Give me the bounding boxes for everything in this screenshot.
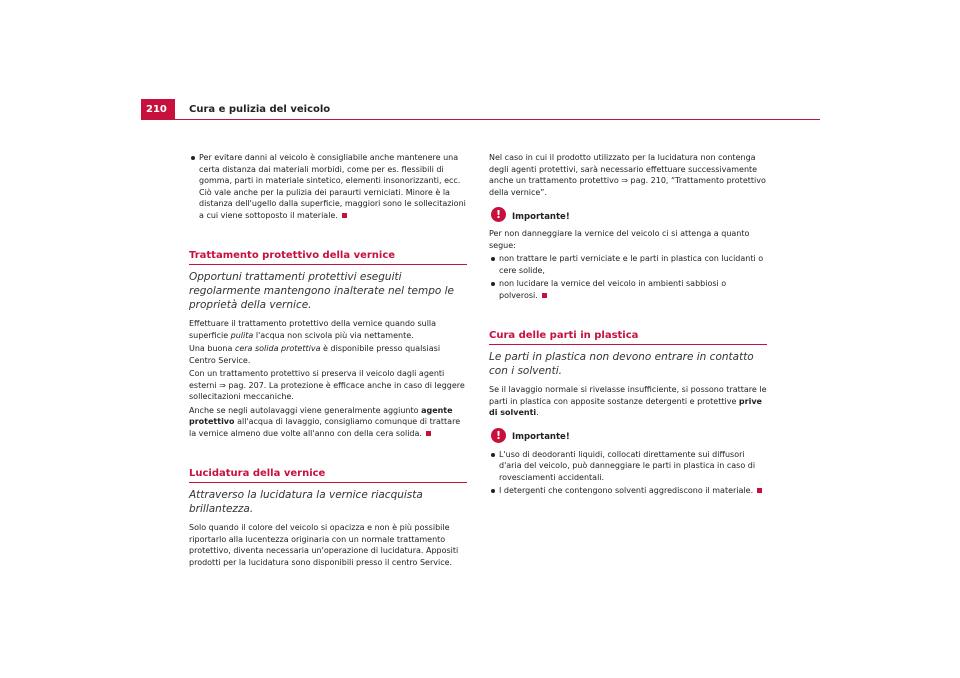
paragraph: Nel caso in cui il prodotto utilizzato per la lucidatura non contenga degli agenti protettivi, sarà necessario effettuare successivamente anche un trattamento protettivo ⇒ pag. 210, “Trattamento protettivo della vernice”. (489, 153, 766, 197)
section-intro: Opportuni trattamenti protettivi eseguiti regolarmente mantengono inalterate nel tempo le proprietà della vernice. (189, 271, 454, 311)
list-item: non lucidare la vernice del veicolo in ambienti sabbiosi o polverosi. (489, 278, 767, 301)
end-of-section-marker (757, 488, 762, 493)
section-intro: Le parti in plastica non devono entrare in contatto con i solventi. (489, 351, 754, 377)
exclamation-icon: ! (491, 428, 506, 443)
list-item: I detergenti che contengono solventi aggrediscono il materiale. (489, 485, 767, 497)
warning-notice (489, 428, 767, 446)
right-column (489, 152, 767, 499)
section-intro: Attraverso la lucidatura la vernice riacquista brillantezza. (189, 489, 423, 515)
paragraph: Effettuare il trattamento protettivo della vernice quando sulla superficie pulita l'acqua non scivola più via nettamente. (189, 319, 437, 340)
exclamation-icon: ! (491, 207, 506, 222)
paragraph: Una buona cera solida protettiva è disponibile presso qualsiasi Centro Service. (189, 344, 441, 365)
header-rule (175, 119, 820, 120)
end-of-section-marker (542, 293, 547, 298)
paragraph: Per non danneggiare la vernice del veicolo ci si attenga a quanto segue: (489, 229, 750, 250)
end-of-section-marker (426, 431, 431, 436)
paragraph: Anche se negli autolavaggi viene generalmente aggiunto agente protettivo all'acqua di lavaggio, consigliamo comunque di trattare la vernice almeno due volte all'anno con della cera solida. (189, 405, 461, 438)
left-column (189, 152, 467, 570)
section-heading-paint-protection: Trattamento protettivo della vernice (189, 249, 467, 265)
section-heading-plastic-parts: Cura delle parti in plastica (489, 329, 767, 345)
warning-label: Importante! (512, 211, 570, 222)
paragraph: Con un trattamento protettivo si preserva il veicolo dagli agenti esterni ⇒ pag. 207. La protezione è efficace anche in caso di leggere sollecitazioni meccaniche. (189, 369, 465, 401)
paragraph: Solo quando il colore del veicolo si opacizza e non è più possibile riportarlo alla lucentezza originaria con un normale trattamento protettivo, diventa necessaria un'operazione di lucidatura. Appositi prodotti per la lucidatura sono disponibili presso il centro Service. (189, 523, 459, 567)
page-number: 210 (141, 99, 175, 120)
paragraph: Se il lavaggio normale si rivelasse insufficiente, si possono trattare le parti in plastica con apposite sostanze detergenti e protettive prive di solventi. (489, 385, 767, 417)
warning-notice (489, 210, 767, 225)
list-item: Per evitare danni al veicolo è consigliabile anche mantenere una certa distanza dai materiali morbidi, come per es. flessibili di gomma, parti in materiale sintetico, elementi insonorizzanti, ecc. Ciò vale anche per la pulizia dei paraurti verniciati. Minore è la distanza dell'ugello dalla superficie, maggiori sono le sollecitazioni a cui viene sottoposto il materiale. (189, 152, 467, 221)
end-of-section-marker (342, 213, 347, 218)
running-header-title: Cura e pulizia del veicolo (189, 104, 331, 115)
list-item: non trattare le parti verniciate e le parti in plastica con lucidanti o cere solide, (489, 253, 767, 276)
warning-label: Importante! (512, 432, 570, 443)
list-item: L'uso di deodoranti liquidi, collocati direttamente sui diffusori d'aria del veicolo, può danneggiare le parti in plastica in caso di rovesciamenti accidentali. (489, 449, 767, 484)
section-heading-polishing: Lucidatura della vernice (189, 467, 467, 483)
